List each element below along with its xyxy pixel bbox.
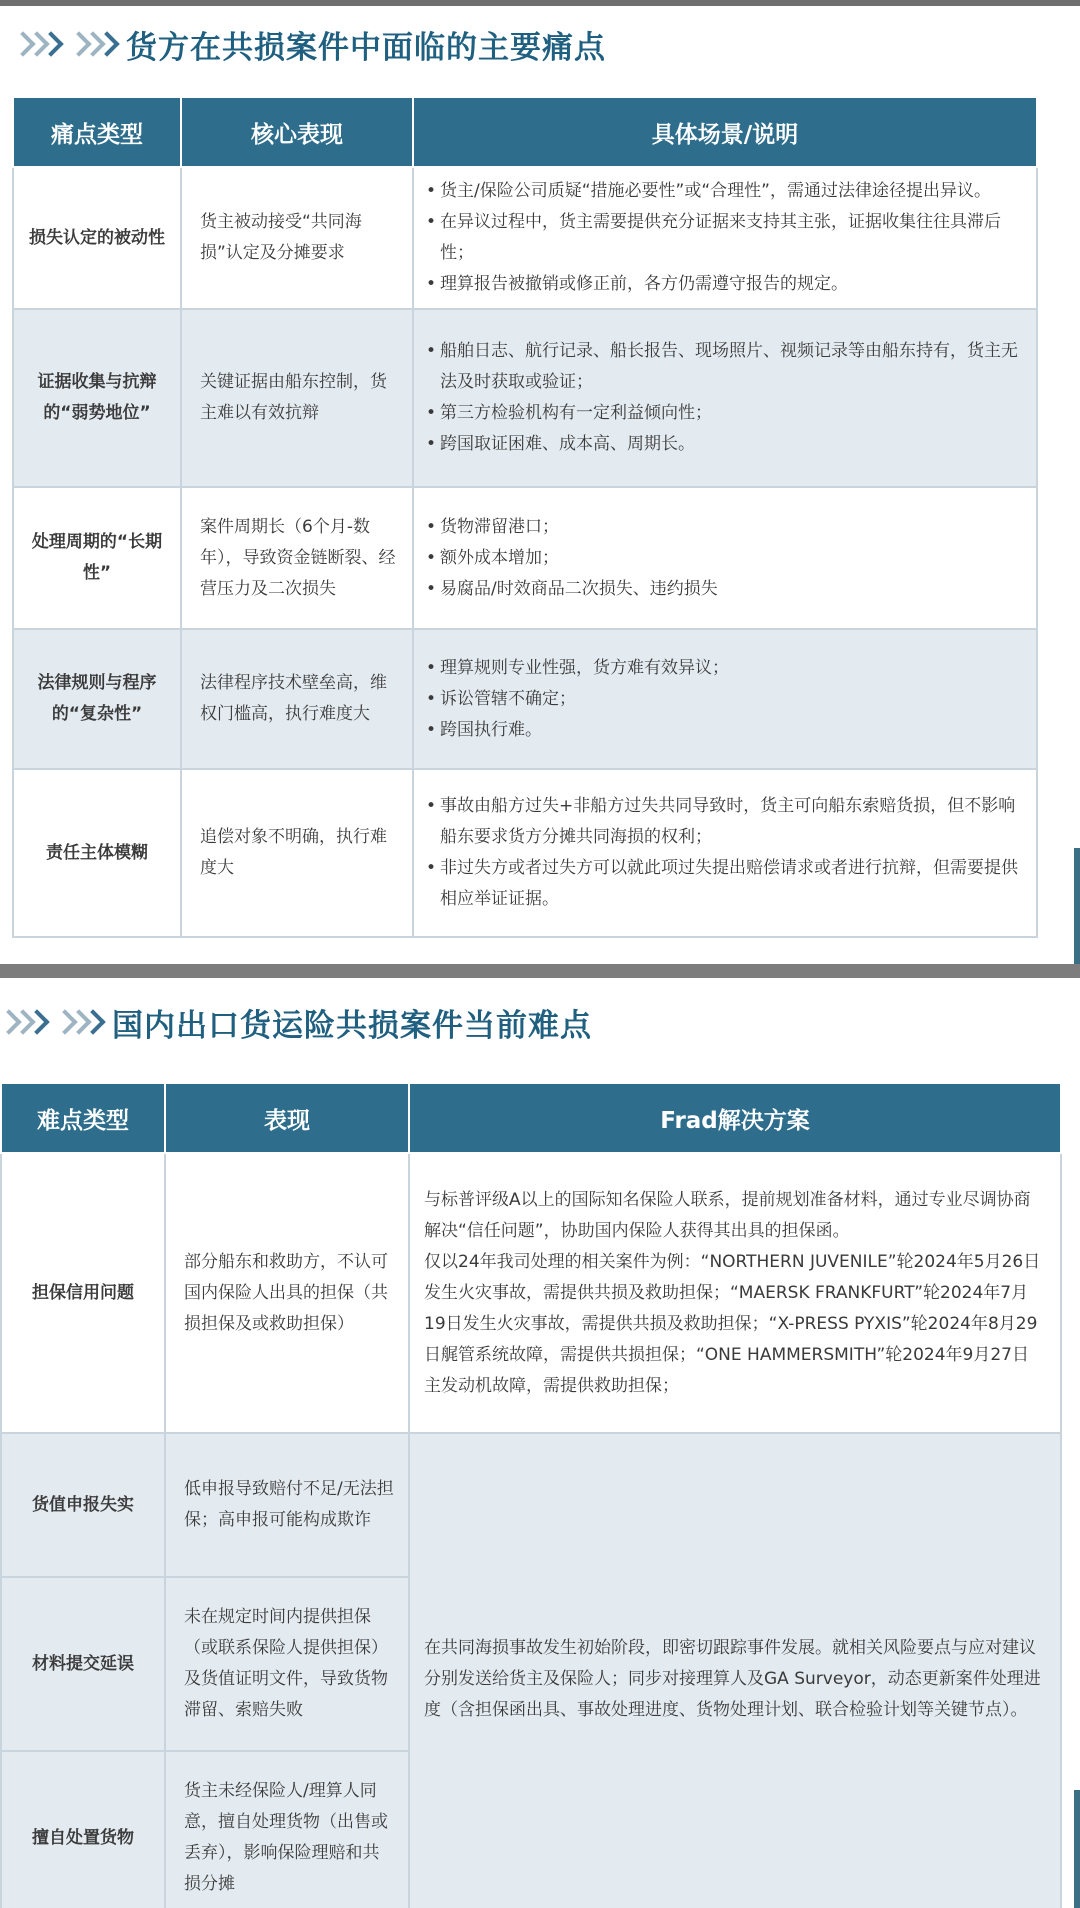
difficulty-type-cell: 担保信用问题 (1, 1153, 165, 1433)
header-core: 核心表现 (181, 97, 413, 167)
section1-heading (14, 14, 606, 74)
core-cell: 法律程序技术壁垒高，维权门槛高，执行难度大 (181, 629, 413, 769)
detail-item: • 货物滞留港口； (426, 512, 1026, 543)
difficulties-table (0, 1082, 1062, 1908)
pain-type-cell: 证据收集与抗辩的“弱势地位” (13, 309, 181, 487)
difficulty-type-cell: 材料提交延误 (1, 1577, 165, 1751)
detail-item: • 跨国取证困难、成本高、周期长。 (426, 429, 1026, 460)
manifestation-cell: 低申报导致赔付不足/无法担保；高申报可能构成欺诈 (165, 1433, 409, 1577)
detail-item: • 第三方检验机构有一定利益倾向性； (426, 398, 1026, 429)
manifestation-cell: 货主未经保险人/理算人同意，擅自处理货物（出售或丢弃），影响保险理赔和共损分摊 (165, 1751, 409, 1908)
table-header-row (13, 97, 1037, 167)
detail-item: • 额外成本增加； (426, 543, 1026, 574)
section2-title: 国内出口货运险共损案件当前难点 (112, 1007, 592, 1044)
side-accent-bar (1074, 1790, 1080, 1908)
solution-paragraph: 与标普评级A以上的国际知名保险人联系，提前规划准备材料，通过专业尽调协商解决“信任问题”，协助国内保险人获得其出具的担保函。 (424, 1189, 1031, 1241)
chevron-arrows-icon (14, 31, 112, 57)
section2-heading (0, 992, 592, 1052)
side-accent-bar (1074, 848, 1080, 964)
table-row (1, 1433, 1061, 1577)
detail-item: • 事故由船方过失+非船方过失共同导致时，货主可向船东索赔货损，但不影响船东要求货方分摊共同海损的权利； (426, 791, 1026, 853)
table-header-row (1, 1083, 1061, 1153)
detail-cell (413, 629, 1037, 769)
chevron-arrows-icon (0, 1009, 98, 1035)
detail-item: • 跨国执行难。 (426, 715, 1026, 746)
table-row (1, 1153, 1061, 1433)
solution-cell (409, 1153, 1061, 1433)
core-cell: 追偿对象不明确，执行难度大 (181, 769, 413, 937)
section1-title: 货方在共损案件中面临的主要痛点 (126, 29, 606, 66)
core-cell: 关键证据由船东控制，货主难以有效抗辩 (181, 309, 413, 487)
detail-item: • 船舶日志、航行记录、船长报告、现场照片、视频记录等由船东持有，货主无法及时获取或验证； (426, 336, 1026, 398)
pain-type-cell: 损失认定的被动性 (13, 167, 181, 309)
detail-item: • 货主/保险公司质疑“措施必要性”或“合理性”，需通过法律途径提出异议。 (426, 176, 1026, 207)
detail-item: • 理算规则专业性强，货方难有效异议； (426, 653, 1026, 684)
detail-cell (413, 487, 1037, 629)
pain-type-cell: 责任主体模糊 (13, 769, 181, 937)
pain-type-cell: 法律规则与程序的“复杂性” (13, 629, 181, 769)
detail-cell (413, 167, 1037, 309)
shared-solution-cell: 在共同海损事故发生初始阶段，即密切跟踪事件发展。就相关风险要点与应对建议分别发送给货主及保险人；同步对接理算人及GA Surveyor，动态更新案件处理进度（含担保函出具、事故处理进度、货物处理计划、联合检验计划等关键节点）。 (409, 1433, 1061, 1908)
table-row (13, 769, 1037, 937)
manifestation-cell: 部分船东和救助方，不认可国内保险人出具的担保（共损担保及或救助担保） (165, 1153, 409, 1433)
detail-item: • 非过失方或者过失方可以就此项过失提出赔偿请求或者进行抗辩，但需要提供相应举证证据。 (426, 853, 1026, 915)
table-row (13, 167, 1037, 309)
detail-item: • 在异议过程中，货主需要提供充分证据来支持其主张，证据收集往往具滞后性； (426, 207, 1026, 269)
header-solution: Frad解决方案 (409, 1083, 1061, 1153)
pain-points-table (12, 96, 1038, 938)
table-row (13, 487, 1037, 629)
manifestation-cell: 未在规定时间内提供担保（或联系保险人提供担保）及货值证明文件，导致货物滞留、索赔失败 (165, 1577, 409, 1751)
core-cell: 货主被动接受“共同海损”认定及分摊要求 (181, 167, 413, 309)
header-pain-type: 痛点类型 (13, 97, 181, 167)
header-manifestation: 表现 (165, 1083, 409, 1153)
difficulty-type-cell: 擅自处置货物 (1, 1751, 165, 1908)
header-detail: 具体场景/说明 (413, 97, 1037, 167)
table-row (13, 309, 1037, 487)
detail-item: • 理算报告被撤销或修正前，各方仍需遵守报告的规定。 (426, 269, 1026, 300)
table-row (13, 629, 1037, 769)
detail-cell (413, 309, 1037, 487)
detail-item: • 易腐品/时效商品二次损失、违约损失 (426, 574, 1026, 605)
core-cell: 案件周期长（6个月-数年），导致资金链断裂、经营压力及二次损失 (181, 487, 413, 629)
section-divider (0, 964, 1080, 978)
detail-cell (413, 769, 1037, 937)
difficulty-type-cell: 货值申报失实 (1, 1433, 165, 1577)
detail-item: • 诉讼管辖不确定； (426, 684, 1026, 715)
solution-paragraph: 仅以24年我司处理的相关案件为例：“NORTHERN JUVENILE”轮2024年5月26日发生火灾事故，需提供共损及救助担保；“MAERSK FRANKFURT”轮2024年7月19日发生火灾事故，需提供共损及救助担保；“X-PRESS PYXIS”轮2024年8月29日艉管系统故障，需提供共损担保；“ONE HAMMERSMITH”轮2024年9月27日主发动机故障，需提供救助担保； (424, 1251, 1041, 1396)
pain-type-cell: 处理周期的“长期性” (13, 487, 181, 629)
header-difficulty-type: 难点类型 (1, 1083, 165, 1153)
top-border (0, 0, 1080, 6)
